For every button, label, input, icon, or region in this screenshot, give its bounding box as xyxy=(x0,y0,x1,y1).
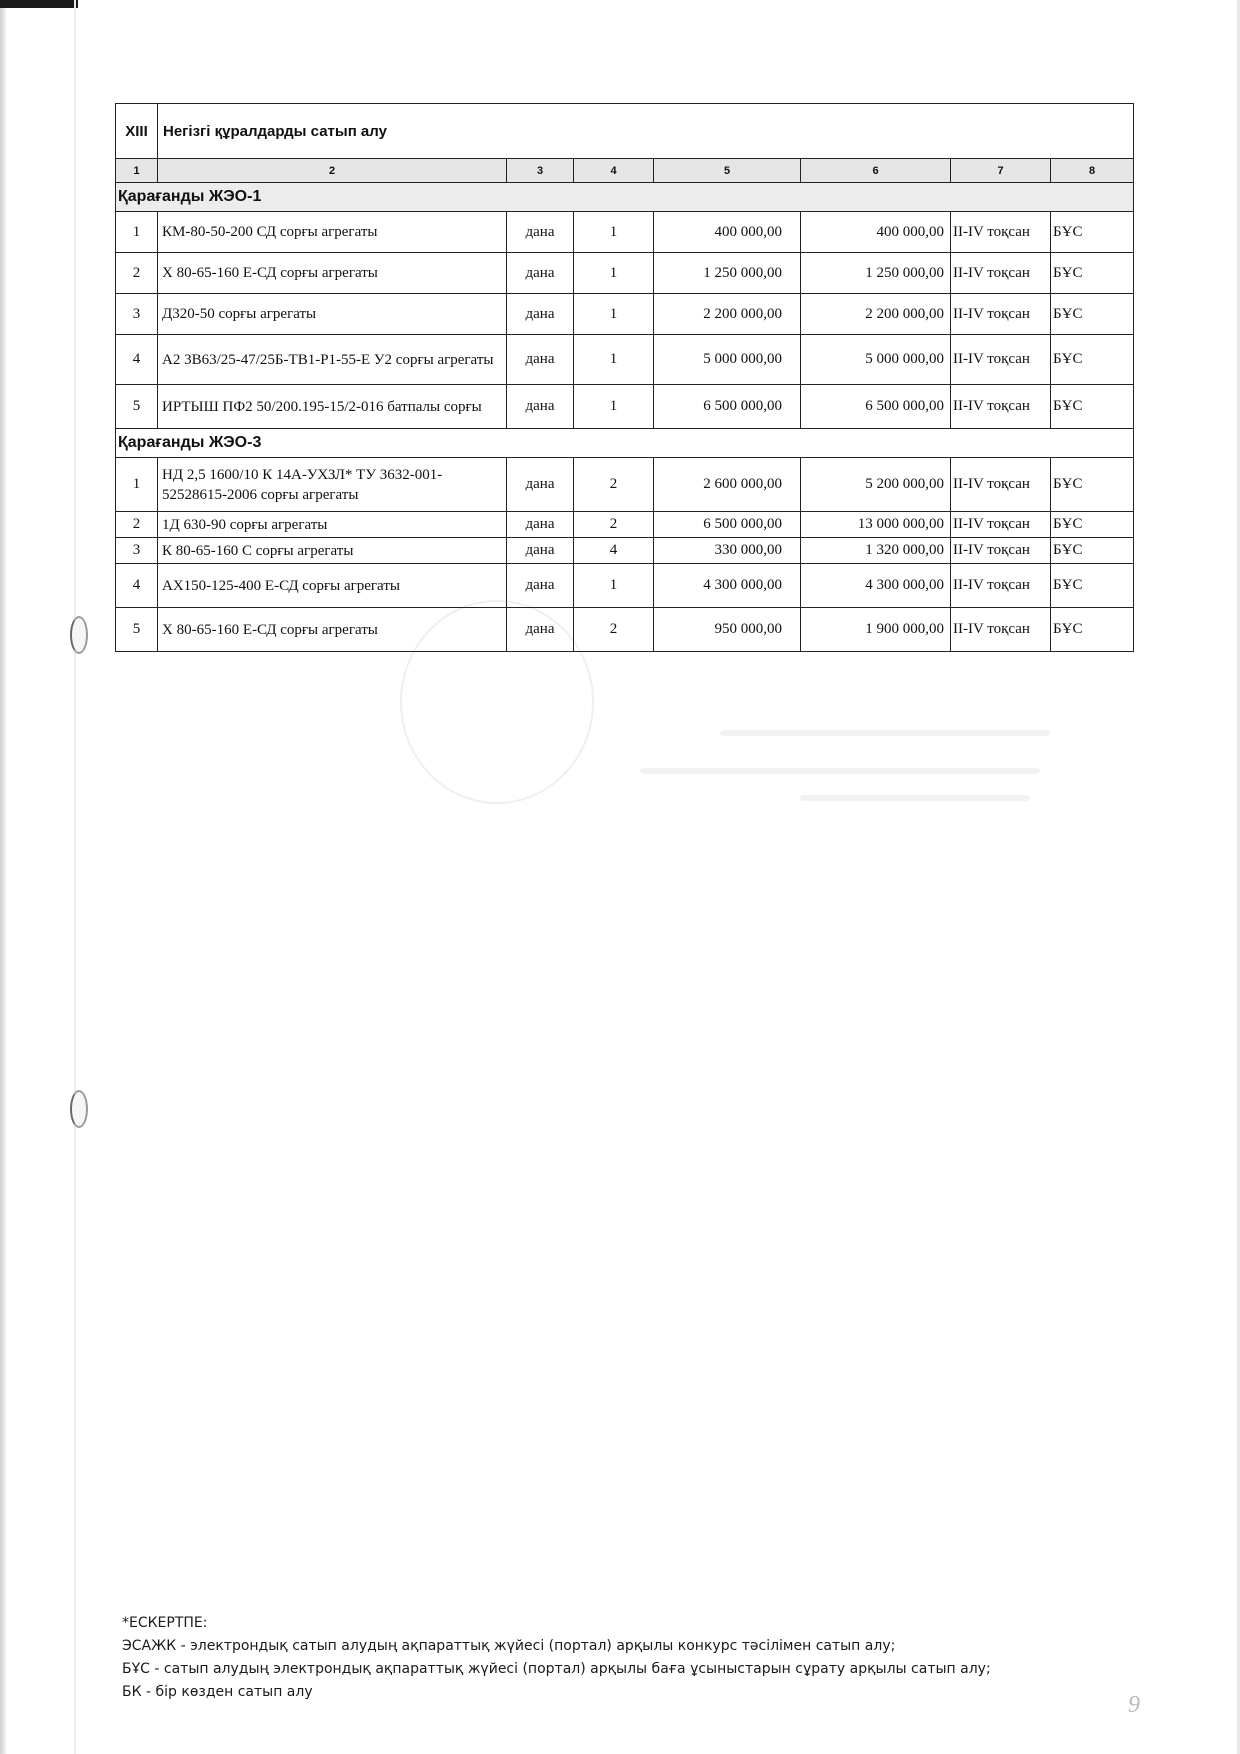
table-row xyxy=(116,564,1134,608)
item-sum: 5 200 000,00 xyxy=(801,458,951,512)
item-sum: 1 900 000,00 xyxy=(801,608,951,652)
item-name: ИРТЫШ ПФ2 50/200.195-15/2-016 батпалы сорғы xyxy=(158,385,507,429)
item-unit: дана xyxy=(507,538,574,564)
item-period: II-IV тоқсан xyxy=(951,294,1051,335)
item-period: II-IV тоқсан xyxy=(951,212,1051,253)
column-number: 3 xyxy=(507,159,574,183)
item-quantity: 2 xyxy=(574,608,654,652)
column-number-row xyxy=(116,159,1134,183)
item-quantity: 1 xyxy=(574,253,654,294)
row-number: 5 xyxy=(116,385,158,429)
item-period: II-IV тоқсан xyxy=(951,458,1051,512)
item-method: БҰС xyxy=(1051,608,1134,652)
item-name: К 80-65-160 С сорғы агрегаты xyxy=(158,538,507,564)
item-sum: 2 200 000,00 xyxy=(801,294,951,335)
item-quantity: 1 xyxy=(574,212,654,253)
item-sum: 400 000,00 xyxy=(801,212,951,253)
item-price: 330 000,00 xyxy=(654,538,801,564)
footnote-line: ЭСАЖК - электрондық сатып алудың ақпараттық жүйесі (портал) арқылы конкурс тәсілімен сатып алу; xyxy=(122,1638,896,1654)
item-name: Д320-50 сорғы агрегаты xyxy=(158,294,507,335)
row-number: 5 xyxy=(116,608,158,652)
bleed-through-mark xyxy=(800,795,1030,801)
table-row xyxy=(116,608,1134,652)
table-row xyxy=(116,294,1134,335)
scan-fold-line xyxy=(74,0,76,1754)
item-price: 6 500 000,00 xyxy=(654,385,801,429)
footnote-title: *ЕСКЕРТПЕ: xyxy=(122,1615,208,1631)
punch-hole-icon xyxy=(70,616,88,654)
item-sum: 1 320 000,00 xyxy=(801,538,951,564)
item-quantity: 1 xyxy=(574,335,654,385)
item-quantity: 1 xyxy=(574,564,654,608)
bleed-through-mark xyxy=(640,768,1040,774)
table-row xyxy=(116,458,1134,512)
column-number: 7 xyxy=(951,159,1051,183)
item-period: II-IV тоқсан xyxy=(951,538,1051,564)
item-price: 950 000,00 xyxy=(654,608,801,652)
group-header-row xyxy=(116,429,1134,458)
item-method: БҰС xyxy=(1051,335,1134,385)
item-unit: дана xyxy=(507,294,574,335)
table-row xyxy=(116,512,1134,538)
item-name: Х 80-65-160 Е-СД сорғы агрегаты xyxy=(158,253,507,294)
item-name: КМ-80-50-200 СД сорғы агрегаты xyxy=(158,212,507,253)
item-price: 5 000 000,00 xyxy=(654,335,801,385)
item-quantity: 1 xyxy=(574,294,654,335)
item-quantity: 2 xyxy=(574,458,654,512)
item-method: БҰС xyxy=(1051,538,1134,564)
row-number: 1 xyxy=(116,458,158,512)
punch-hole-icon xyxy=(70,1090,88,1128)
item-name: 1Д 630-90 сорғы агрегаты xyxy=(158,512,507,538)
scan-top-edge xyxy=(0,0,78,8)
footnote xyxy=(122,1612,1082,1704)
item-period: II-IV тоқсан xyxy=(951,608,1051,652)
item-period: II-IV тоқсан xyxy=(951,385,1051,429)
row-number: 3 xyxy=(116,294,158,335)
item-name: А2 3В63/25-47/25Б-ТВ1-Р1-55-Е У2 сорғы агрегаты xyxy=(158,335,507,385)
item-unit: дана xyxy=(507,253,574,294)
column-number: 2 xyxy=(158,159,507,183)
page-number: 9 xyxy=(1128,1692,1140,1718)
column-number: 8 xyxy=(1051,159,1134,183)
section-number: XIII xyxy=(116,104,158,159)
item-price: 1 250 000,00 xyxy=(654,253,801,294)
bleed-through-mark xyxy=(720,730,1050,736)
group-title: Қарағанды ЖЭО-1 xyxy=(116,183,1134,212)
footnote-line: БҰС - сатып алудың электрондық ақпараттық жүйесі (портал) арқылы баға ұсыныстарын сұрату арқылы сатып алу; xyxy=(122,1661,991,1677)
item-sum: 6 500 000,00 xyxy=(801,385,951,429)
group-header-row xyxy=(116,183,1134,212)
item-period: II-IV тоқсан xyxy=(951,335,1051,385)
item-method: БҰС xyxy=(1051,458,1134,512)
item-sum: 13 000 000,00 xyxy=(801,512,951,538)
item-quantity: 1 xyxy=(574,385,654,429)
item-price: 4 300 000,00 xyxy=(654,564,801,608)
row-number: 1 xyxy=(116,212,158,253)
column-number: 6 xyxy=(801,159,951,183)
item-period: II-IV тоқсан xyxy=(951,253,1051,294)
column-number: 5 xyxy=(654,159,801,183)
table-row xyxy=(116,212,1134,253)
column-number: 1 xyxy=(116,159,158,183)
table-row xyxy=(116,335,1134,385)
column-number: 4 xyxy=(574,159,654,183)
item-price: 2 200 000,00 xyxy=(654,294,801,335)
item-unit: дана xyxy=(507,564,574,608)
item-unit: дана xyxy=(507,335,574,385)
item-name: НД 2,5 1600/10 К 14А-УХЗЛ* ТУ 3632-001-52528615-2006 сорғы агрегаты xyxy=(158,458,507,512)
item-method: БҰС xyxy=(1051,212,1134,253)
item-price: 2 600 000,00 xyxy=(654,458,801,512)
item-sum: 4 300 000,00 xyxy=(801,564,951,608)
item-quantity: 4 xyxy=(574,538,654,564)
item-method: БҰС xyxy=(1051,253,1134,294)
row-number: 4 xyxy=(116,564,158,608)
item-period: II-IV тоқсан xyxy=(951,564,1051,608)
item-method: БҰС xyxy=(1051,512,1134,538)
item-method: БҰС xyxy=(1051,385,1134,429)
item-sum: 1 250 000,00 xyxy=(801,253,951,294)
row-number: 3 xyxy=(116,538,158,564)
group-title: Қарағанды ЖЭО-3 xyxy=(116,429,1134,458)
item-unit: дана xyxy=(507,458,574,512)
item-name: АХ150-125-400 Е-СД сорғы агрегаты xyxy=(158,564,507,608)
item-period: II-IV тоқсан xyxy=(951,512,1051,538)
item-quantity: 2 xyxy=(574,512,654,538)
table-row xyxy=(116,538,1134,564)
row-number: 4 xyxy=(116,335,158,385)
footnote-line: БК - бір көзден сатып алу xyxy=(122,1684,313,1700)
table-row xyxy=(116,253,1134,294)
section-title: Негізгі құралдарды сатып алу xyxy=(158,104,1134,159)
item-price: 6 500 000,00 xyxy=(654,512,801,538)
section-header-row xyxy=(116,104,1134,159)
item-unit: дана xyxy=(507,385,574,429)
table-row xyxy=(116,385,1134,429)
item-price: 400 000,00 xyxy=(654,212,801,253)
row-number: 2 xyxy=(116,512,158,538)
procurement-table xyxy=(115,103,1134,652)
row-number: 2 xyxy=(116,253,158,294)
item-unit: дана xyxy=(507,512,574,538)
item-method: БҰС xyxy=(1051,294,1134,335)
item-sum: 5 000 000,00 xyxy=(801,335,951,385)
item-method: БҰС xyxy=(1051,564,1134,608)
item-unit: дана xyxy=(507,608,574,652)
item-name: Х 80-65-160 Е-СД сорғы агрегаты xyxy=(158,608,507,652)
item-unit: дана xyxy=(507,212,574,253)
scan-left-edge xyxy=(0,0,6,1754)
